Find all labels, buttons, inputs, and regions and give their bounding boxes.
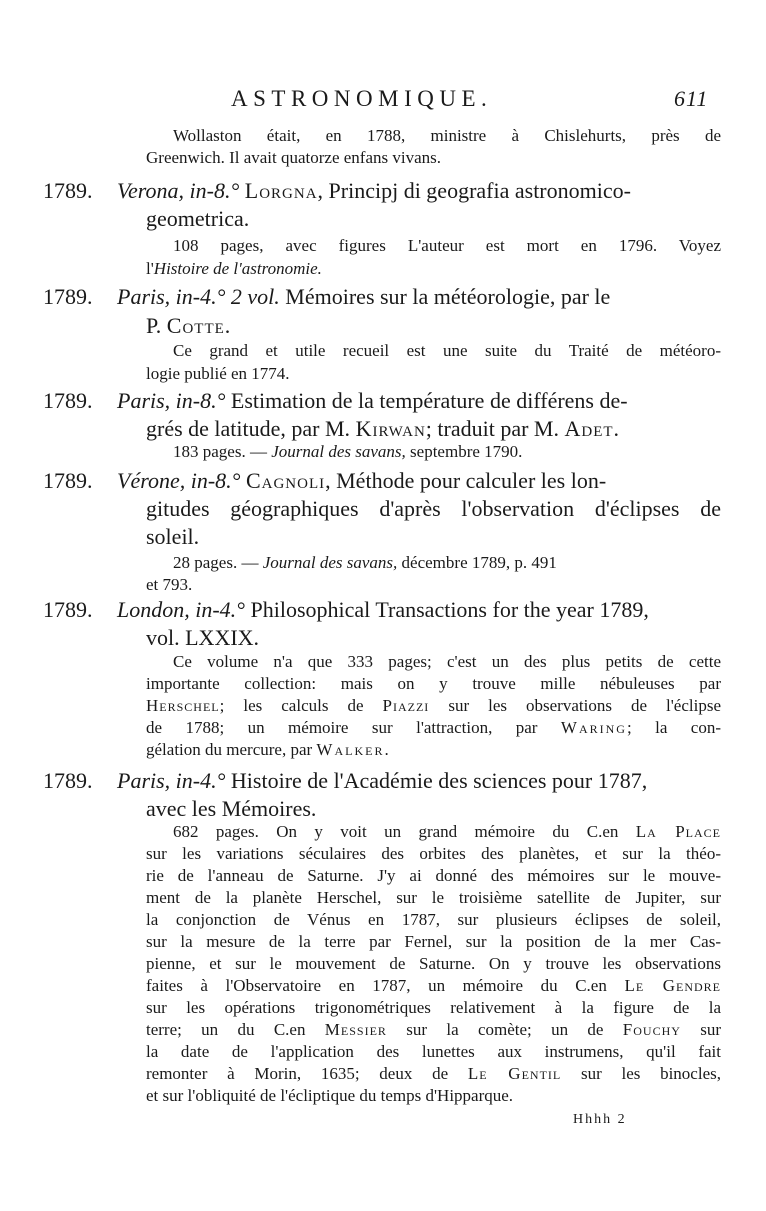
note-line: pienne, et sur le mouvement de Saturne. On y trouve les observations	[146, 954, 721, 973]
text: sur les binocles,	[561, 1064, 721, 1083]
text: septembre 1790.	[410, 442, 523, 461]
note-line	[146, 1064, 721, 1084]
note-line	[173, 822, 721, 842]
author: Kirwan	[355, 416, 426, 441]
imprint: Vérone, in-8.°	[117, 468, 241, 493]
person-name: Messier	[324, 1020, 387, 1039]
text: l'	[146, 259, 154, 278]
note-line: importante collection: mais on y trouve mille nébuleuses par	[146, 674, 721, 693]
text: Wollaston était, en 1788, ministre à Chislehurts, près de	[173, 126, 721, 145]
entry-year: 1789.	[43, 597, 93, 622]
text: remonter à Morin, 1635; deux de	[146, 1064, 449, 1083]
text: décembre 1789, p. 491	[401, 553, 557, 572]
text: P.	[146, 313, 162, 338]
text: sur la comète; un de	[386, 1020, 604, 1039]
person-name: Fouchy	[622, 1020, 681, 1039]
note-line: sur la mesure de la terre par Fernel, sur la position de la mer Cas-	[146, 932, 721, 951]
journal-title: Journal des savans,	[271, 442, 406, 461]
journal-title: Journal des savans,	[262, 553, 398, 572]
entry-title: Estimation de la température de différens de-	[230, 388, 628, 413]
note-line: et sur l'obliquité de l'écliptique du temps d'Hipparque.	[146, 1086, 514, 1105]
imprint: London, in-4.°	[117, 597, 245, 622]
person-name: Piazzi	[382, 696, 430, 715]
note-line: logie publié en 1774.	[146, 364, 290, 383]
text: ; la con-	[626, 718, 722, 737]
text: grés de latitude, par M.	[146, 416, 351, 441]
text: ; traduit par M.	[425, 416, 559, 441]
continuation-line	[146, 148, 441, 168]
work-title: Histoire de l'astronomie.	[153, 259, 322, 278]
note-line: sur les variations séculaires des orbites des planètes, et sur la théo-	[146, 844, 721, 863]
note-line: ment de la planète Herschel, sur le troisième satellite de Jupiter, sur	[146, 888, 721, 907]
text: 682 pages. On y voit un grand mémoire du C.en	[173, 822, 619, 841]
translator: Adet.	[564, 416, 621, 441]
running-header	[0, 86, 766, 112]
note-line: la conjonction de Vénus en 1787, sur plusieurs éclipses de soleil,	[146, 910, 721, 929]
entry-title: , Principj di geografia astronomico-	[317, 178, 631, 203]
note-line	[146, 696, 721, 716]
entry-title-line: avec les Mémoires.	[146, 796, 317, 821]
text: sur	[680, 1020, 722, 1039]
note-line: et 793.	[146, 575, 193, 594]
note-line	[173, 553, 557, 573]
running-title: ASTRONOMIQUE.	[231, 86, 493, 111]
imprint: Paris, in-4.° 2 vol.	[117, 284, 280, 309]
person-name: Le Gentil	[467, 1064, 562, 1083]
text: 28 pages. —	[173, 553, 259, 572]
signature-mark: Hhhh 2	[573, 1112, 627, 1127]
imprint: Paris, in-8.°	[117, 388, 226, 413]
person-name: Walker.	[316, 740, 391, 759]
entry-title-line	[146, 416, 620, 442]
entry-title-line: geometrica.	[146, 206, 250, 231]
entry-title-line: gitudes géographiques d'après l'observation d'éclipses de	[146, 496, 721, 521]
note-line	[146, 740, 391, 760]
imprint: Paris, in-4.°	[117, 768, 226, 793]
text: terre; un du C.en	[146, 1020, 306, 1039]
note-line: rie de l'anneau de Saturne. J'y ai donné des mémoires sur le mouve-	[146, 866, 721, 885]
entry-title-line: vol. LXXIX.	[146, 625, 260, 650]
entry-title: Mémoires sur la météorologie, par le	[285, 284, 611, 309]
note-line	[146, 976, 721, 996]
author: Cagnoli	[245, 468, 326, 493]
text: Greenwich. Il avait quatorze enfans vivans.	[146, 148, 442, 167]
note-line	[146, 718, 721, 738]
note-line	[146, 1020, 721, 1040]
person-name: Waring	[560, 718, 627, 737]
page-number: 611	[674, 86, 709, 111]
author: Lorgna	[244, 178, 318, 203]
entry-year: 1789.	[43, 178, 93, 203]
note-line: la date de l'application des lunettes aux instrumens, qu'il fait	[146, 1042, 721, 1061]
note-line: 108 pages, avec figures L'auteur est mort en 1796. Voyez	[173, 236, 721, 255]
entry-title: Histoire de l'Académie des sciences pour 1787,	[230, 768, 648, 793]
person-name: Herschel	[146, 696, 220, 715]
entry-author-line	[146, 313, 231, 339]
note-line	[146, 259, 322, 279]
text: faites à l'Observatoire en 1787, un mémoire du C.en	[146, 976, 607, 995]
entry-year: 1789.	[43, 768, 93, 793]
entry-year: 1789.	[43, 388, 93, 413]
note-line: Ce grand et utile recueil est une suite du Traité de météoro-	[173, 341, 721, 360]
text: sur les observations de l'éclipse	[429, 696, 721, 715]
person-name: La Place	[635, 822, 721, 841]
text: gélation du mercure, par	[146, 740, 313, 759]
person-name: Le Gendre	[624, 976, 721, 995]
author: Cotte.	[166, 313, 232, 338]
entry-year: 1789.	[43, 284, 93, 309]
note-line: Ce volume n'a que 333 pages; c'est un des plus petits de cette	[173, 652, 721, 671]
imprint: Verona, in-8.°	[117, 178, 240, 203]
entry-title: Philosophical Transactions for the year 1789,	[250, 597, 649, 622]
continuation-line	[173, 126, 721, 146]
text: ; les calculs de	[219, 696, 364, 715]
entry-year: 1789.	[43, 468, 93, 493]
text: 183 pages. —	[173, 442, 267, 461]
text: de 1788; un mémoire sur l'attraction, par	[146, 718, 538, 737]
entry-title: , Méthode pour calculer les lon-	[325, 468, 607, 493]
note-line	[173, 442, 522, 462]
note-line: sur les opérations trigonométriques relativement à la figure de la	[146, 998, 721, 1017]
entry-title-line: soleil.	[146, 524, 200, 549]
